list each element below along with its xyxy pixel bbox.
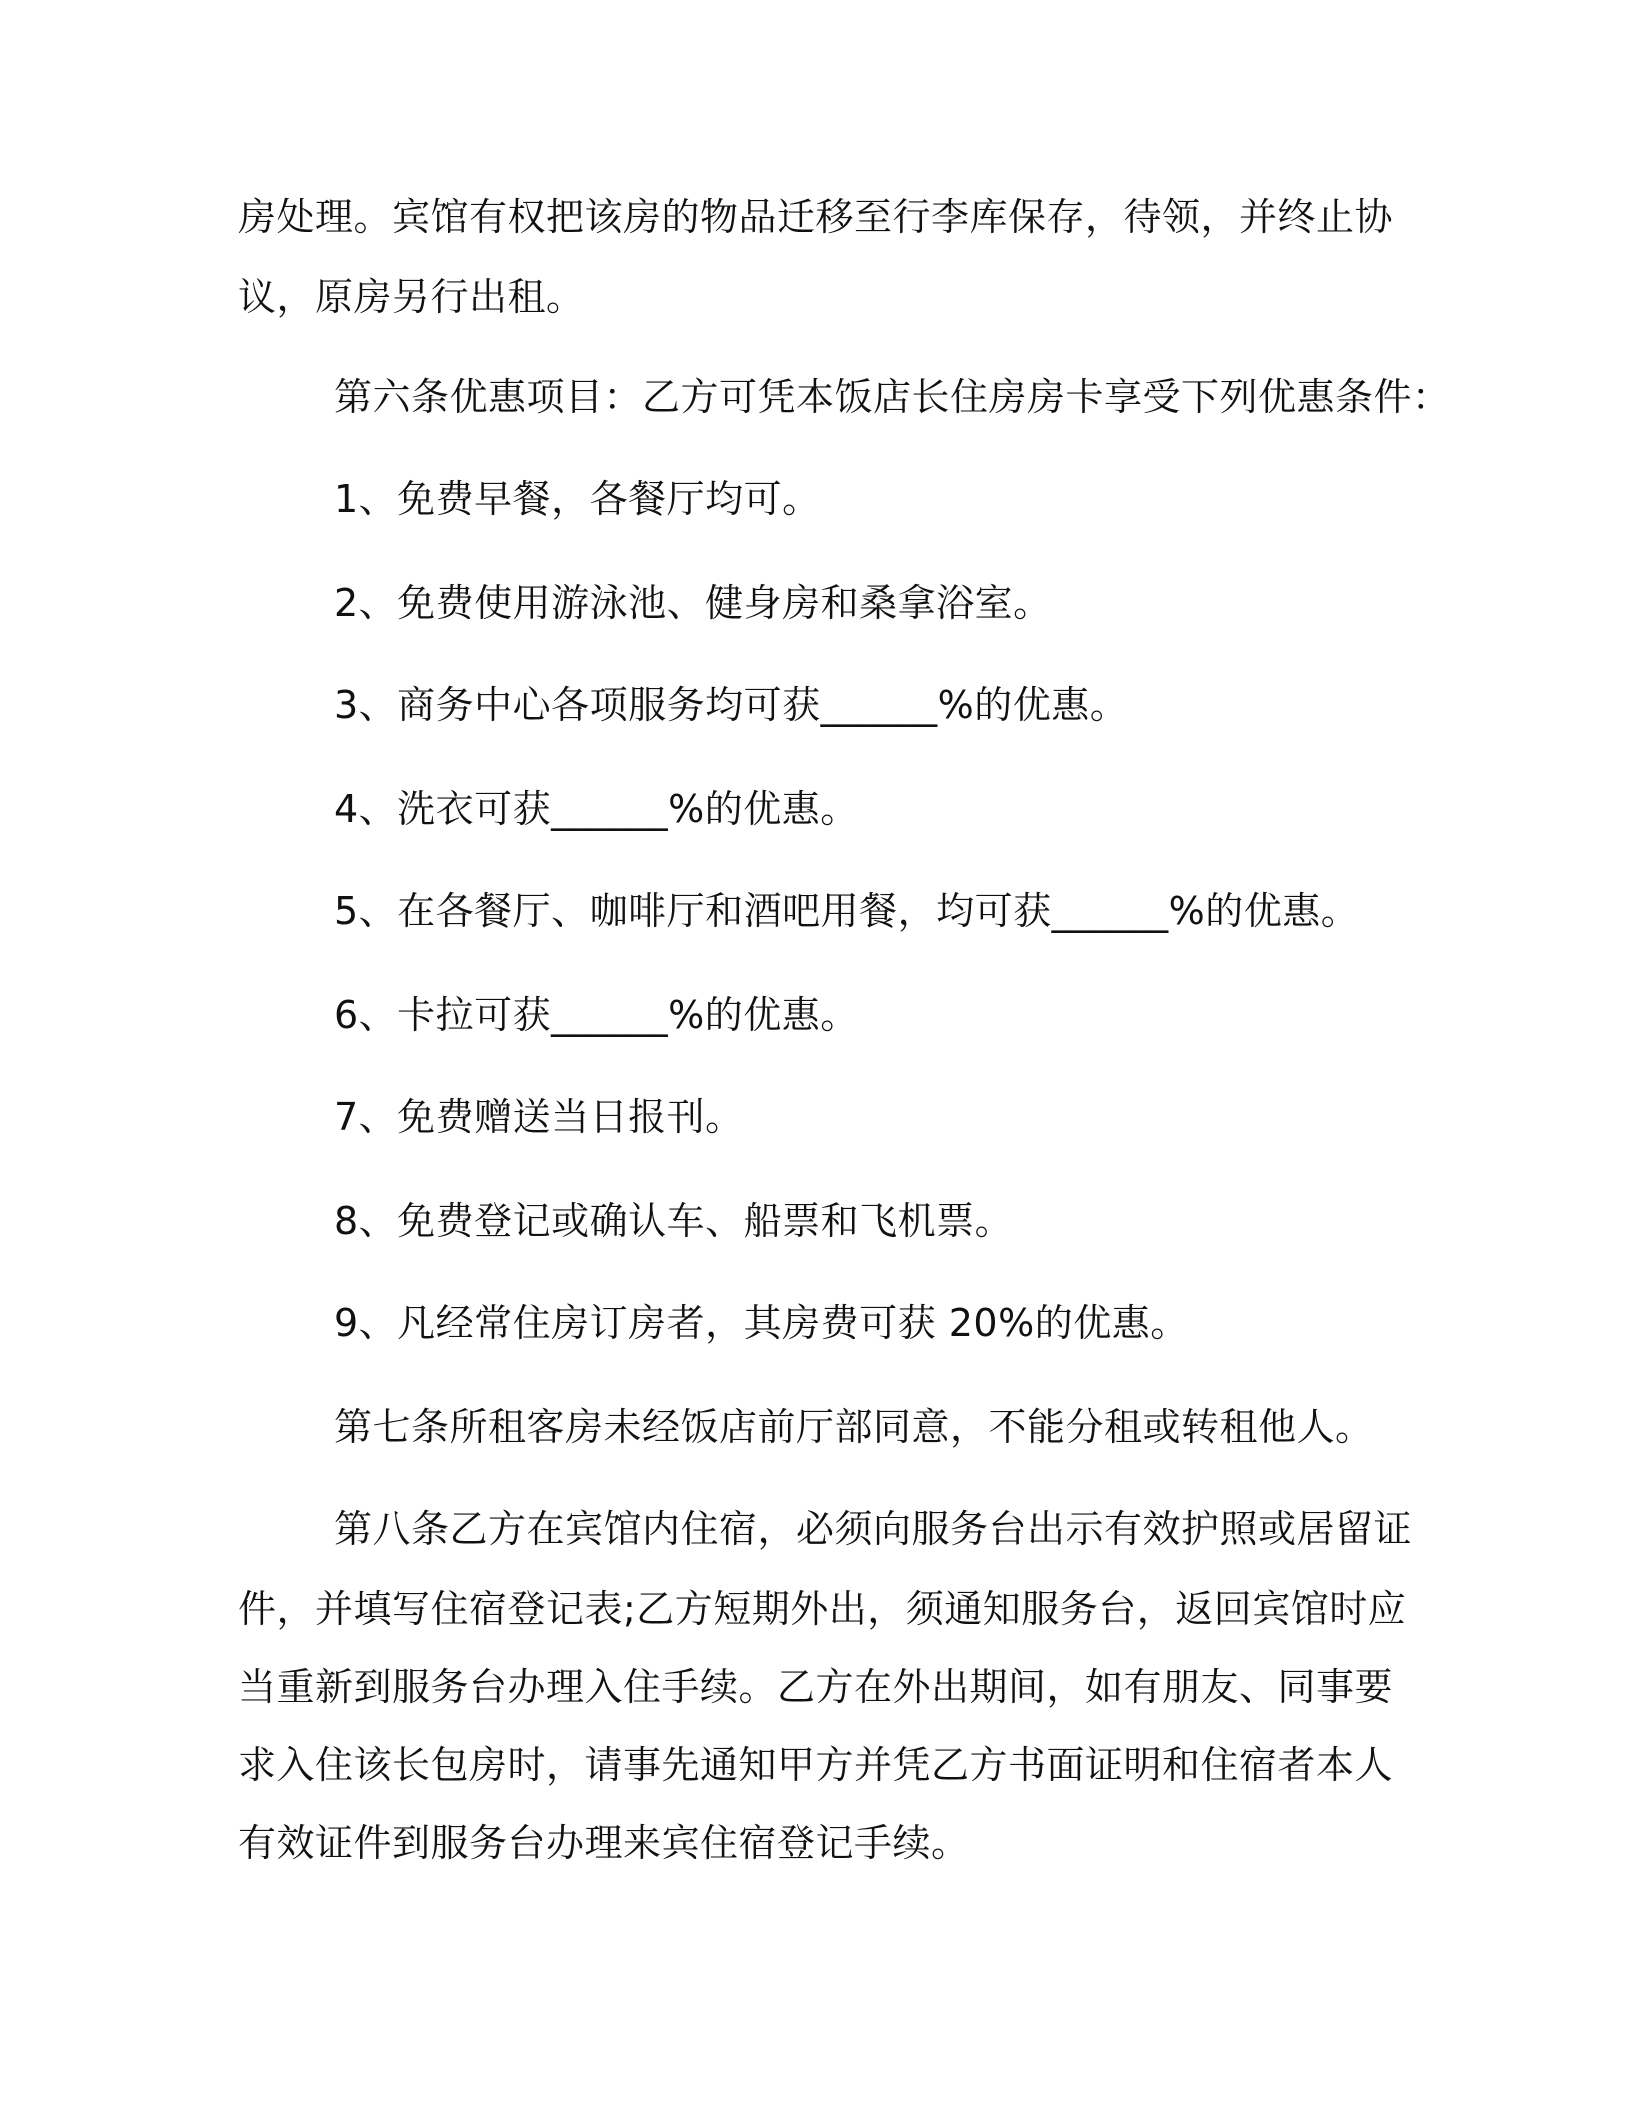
list-item: 9、凡经常住房订房者，其房费可获 20%的优惠。 <box>334 1301 1189 1345</box>
list-item: 2、免费使用游泳池、健身房和桑拿浴室。 <box>334 581 1052 625</box>
article-6-heading: 第六条优惠项目：乙方可凭本饭店长住房房卡享受下列优惠条件： <box>334 375 1451 419</box>
list-item: 5、在各餐厅、咖啡厅和酒吧用餐，均可获______%的优惠。 <box>334 889 1360 933</box>
list-item: 4、洗衣可获______%的优惠。 <box>334 787 859 831</box>
paragraph-line: 当重新到服务台办理入住手续。乙方在外出期间，如有朋友、同事要 <box>238 1665 1394 1709</box>
list-item: 1、免费早餐，各餐厅均可。 <box>334 477 821 521</box>
paragraph-line: 求入住该长包房时，请事先通知甲方并凭乙方书面证明和住宿者本人 <box>238 1743 1394 1787</box>
list-item: 3、商务中心各项服务均可获______%的优惠。 <box>334 683 1129 727</box>
paragraph-line: 议，原房另行出租。 <box>238 275 585 319</box>
list-item: 8、免费登记或确认车、船票和飞机票。 <box>334 1199 1014 1243</box>
article-7-paragraph: 第七条所租客房未经饭店前厅部同意，不能分租或转租他人。 <box>334 1405 1374 1449</box>
paragraph-line: 房处理。宾馆有权把该房的物品迁移至行李库保存，待领，并终止协 <box>238 195 1394 239</box>
list-item: 7、免费赠送当日报刊。 <box>334 1095 744 1139</box>
paragraph-line: 件，并填写住宿登记表;乙方短期外出，须通知服务台，返回宾馆时应 <box>238 1587 1407 1631</box>
article-8-paragraph: 第八条乙方在宾馆内住宿，必须向服务台出示有效护照或居留证 <box>334 1507 1413 1551</box>
list-item: 6、卡拉可获______%的优惠。 <box>334 993 859 1037</box>
paragraph-line: 有效证件到服务台办理来宾住宿登记手续。 <box>238 1821 970 1865</box>
